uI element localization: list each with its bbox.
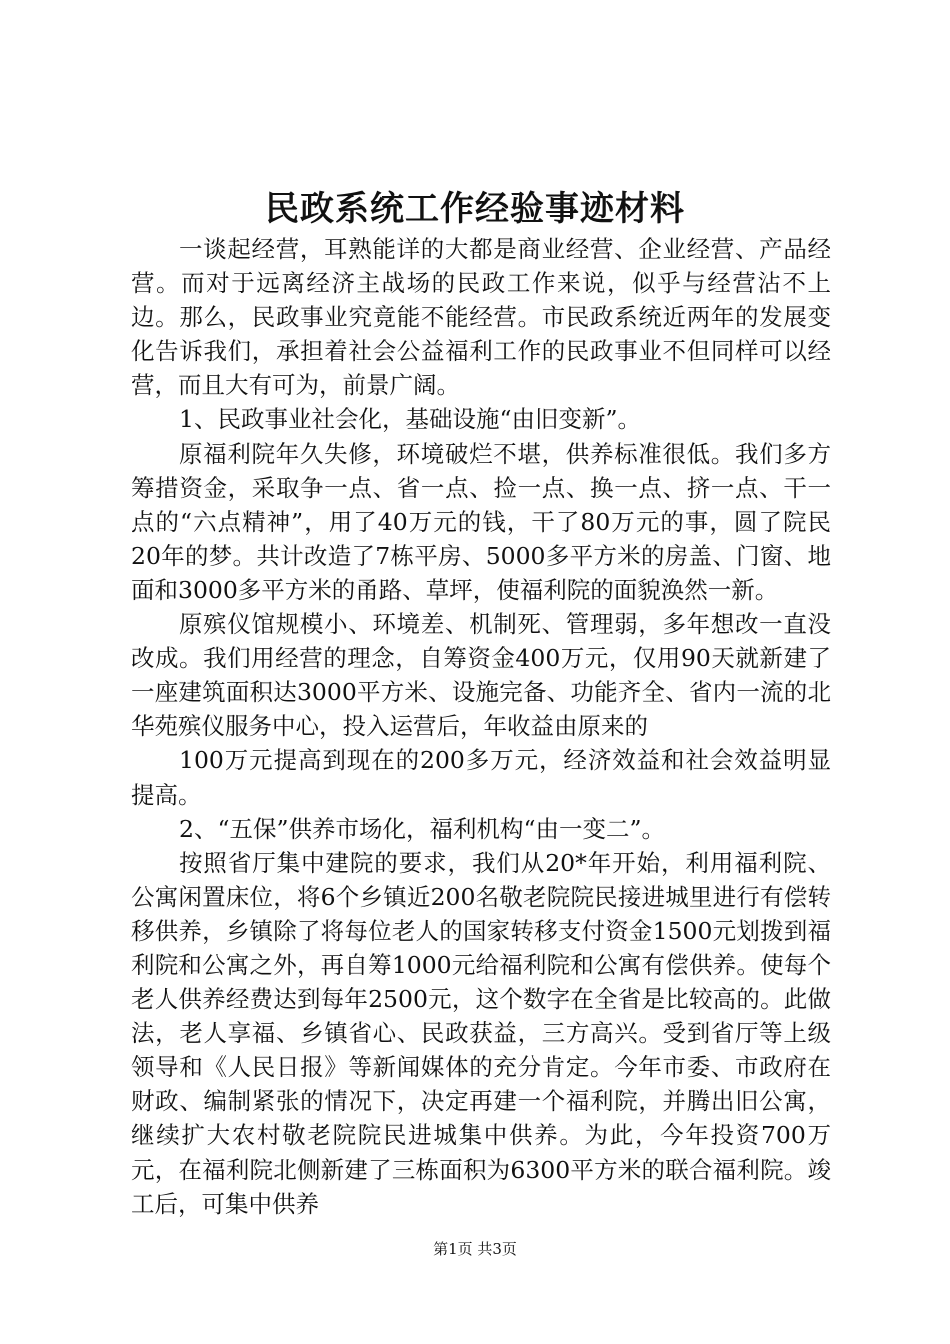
document-body — [131, 232, 831, 1221]
section-heading-2: 2、“五保”供养市场化，福利机构“由一变二”。 — [179, 814, 666, 843]
page-footer: 第1页 共3页 — [433, 1240, 517, 1258]
paragraph-wubao-support: 按照省厅集中建院的要求，我们从20*年开始，利用福利院、公寓闲置床位，将6个乡镇近200名敬老院院民接进城里进行有偿转移供养，乡镇除了将每位老人的国家转移支付资金1500元划拨到福利院和公寓之外，再自筹1000元给福利院和公寓有偿供养。使每个老人供养经费达到每年2500元，这个数字在全省是比较高的。此做法，老人享福、乡镇省心、民政获益，三方高兴。受到省厅等上级领导和《人民日报》等新闻媒体的充分肯定。今年市委、市政府在财政、编制紧张的情况下，决定再建一个福利院，并腾出旧公寓，继续扩大农村敬老院院民进城集中供养。为此，今年投资700万元，在福利院北侧新建了三栋面积为6300平方米的联合福利院。竣工后，可集中供养 — [131, 848, 831, 1218]
paragraph-revenue: 100万元提高到现在的200多万元，经济效益和社会效益明显提高。 — [131, 746, 831, 809]
paragraph-welfare-home: 原福利院年久失修，环境破烂不堪，供养标准很低。我们多方筹措资金，采取争一点、省一点、捡一点、换一点、挤一点、干一点的“六点精神”，用了40万元的钱，干了80万元的事，圆了院民20年的梦。共计改造了7栋平房、5000多平方米的房盖、门窗、地面和3000多平方米的甬路、草坪，使福利院的面貌涣然一新。 — [131, 439, 831, 604]
paragraph-intro: 一谈起经营，耳熟能详的大都是商业经营、企业经营、产品经营。而对于远离经济主战场的民政工作来说，似乎与经营沾不上边。那么，民政事业究竟能不能经营。市民政系统近两年的发展变化告诉我们，承担着社会公益福利工作的民政事业不但同样可以经营，而且大有可为，前景广阔。 — [131, 235, 831, 400]
document-title: 民政系统工作经验事迹材料 — [265, 189, 685, 229]
section-heading-1: 1、民政事业社会化，基础设施“由旧变新”。 — [179, 405, 641, 434]
paragraph-funeral-home: 原殡仪馆规模小、环境差、机制死、管理弱，多年想改一直没改成。我们用经营的理念，自筹资金400万元，仅用90天就新建了一座建筑面积达3000平方米、设施完备、功能齐全、省内一流的北华苑殡仪服务中心，投入运营后，年收益由原来的 — [131, 610, 831, 741]
